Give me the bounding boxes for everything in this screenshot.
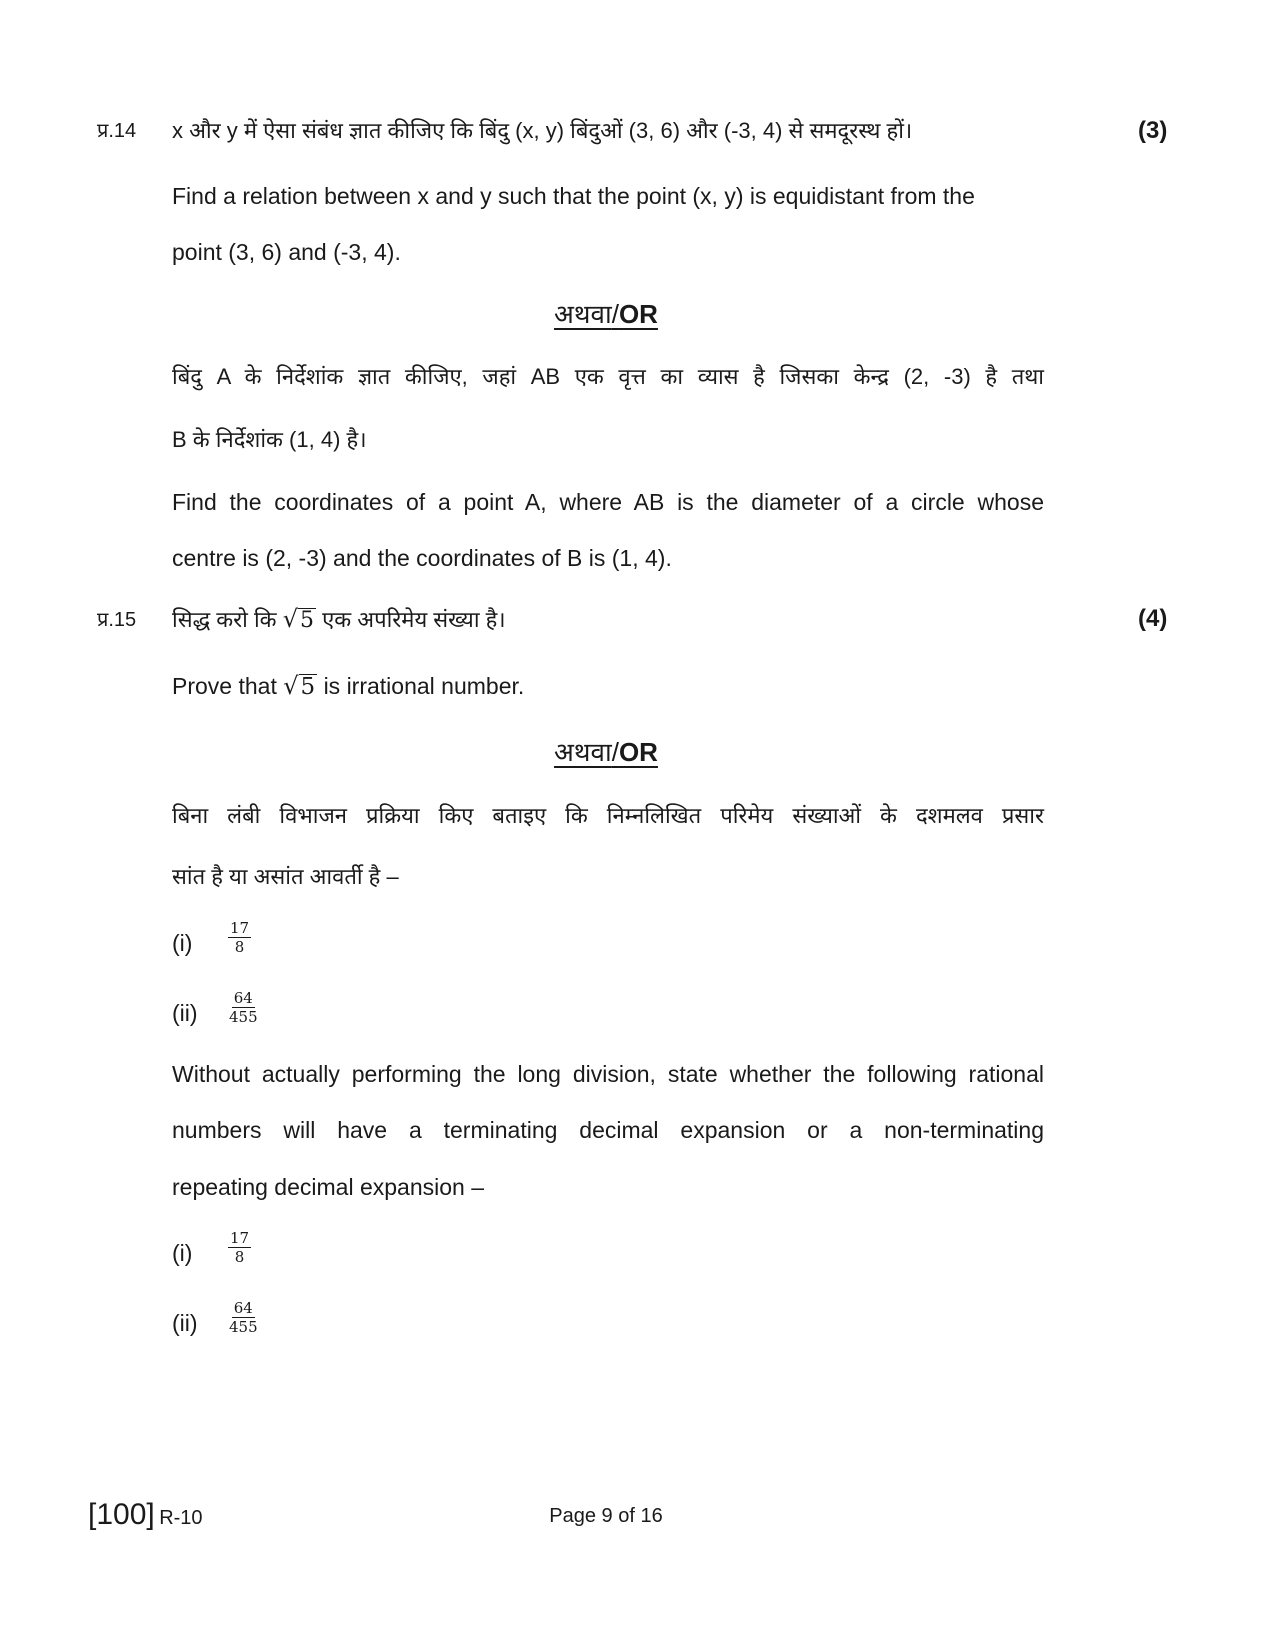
fraction-denominator: 455 xyxy=(229,1008,258,1026)
fraction-denominator: 8 xyxy=(234,1248,245,1266)
radicand: 5 xyxy=(300,674,316,700)
or-hindi: अथवा xyxy=(554,299,612,329)
q14-alt-hindi-line-2: B के निर्देशांक (1, 4) है। xyxy=(172,427,367,452)
fraction xyxy=(228,1229,251,1266)
q15-hindi-text xyxy=(172,604,506,636)
paper-code-number: [100] xyxy=(88,1498,155,1531)
q14-alt-english-line-2: centre is (2, -3) and the coordinates of B is (1, 4). xyxy=(172,545,672,571)
sqrt-5-expression xyxy=(283,671,317,702)
q14-english-line-1: Find a relation between x and y such that the point (x, y) is equidistant from the xyxy=(172,183,975,209)
radical-sign: √ xyxy=(282,605,298,633)
item-label: (i) xyxy=(172,930,193,956)
fraction-denominator: 8 xyxy=(234,938,245,956)
page-number: Page 9 of 16 xyxy=(549,1505,663,1527)
q15-or-heading xyxy=(0,736,1212,768)
fraction-numerator: 64 xyxy=(233,989,253,1007)
q14-or-heading xyxy=(0,298,1212,330)
q15-english-after: is irrational number. xyxy=(323,673,525,699)
sqrt-5-expression xyxy=(283,604,316,636)
radical-sign: √ xyxy=(283,672,299,700)
q14-marks: (3) xyxy=(1138,117,1168,144)
question-number-14: प्र.14 xyxy=(97,120,137,142)
q15-alt-hindi-line-1: बिना लंबी विभाजन प्रक्रिया किए बताइए कि निम्नलिखित परिमेय संख्याओं के दशमलव प्रसार xyxy=(172,803,1044,828)
fraction-numerator: 17 xyxy=(230,1229,250,1247)
item-label: (i) xyxy=(172,1240,193,1266)
q15-hindi-after: एक अपरिमेय संख्या है। xyxy=(322,607,506,632)
fraction-numerator: 17 xyxy=(230,919,250,937)
q14-alt-english-line-1: Find the coordinates of a point A, where AB is the diameter of a circle whose xyxy=(172,489,1044,515)
fraction-denominator: 455 xyxy=(229,1318,258,1336)
or-english: OR xyxy=(618,737,658,767)
q15-english-before: Prove that xyxy=(172,673,277,699)
q15-alt-english-line-3: repeating decimal expansion – xyxy=(172,1174,484,1200)
paper-code-series: R-10 xyxy=(159,1507,203,1529)
q15-alt-english-line-2: numbers will have a terminating decimal expansion or a non-terminating xyxy=(172,1117,1044,1143)
q14-english-line-2: point (3, 6) and (-3, 4). xyxy=(172,239,401,265)
or-english: OR xyxy=(618,299,658,329)
or-separator: / xyxy=(611,299,619,329)
fraction-numerator: 64 xyxy=(233,1299,253,1317)
question-number-15: प्र.15 xyxy=(97,609,137,631)
q15-marks: (4) xyxy=(1138,605,1168,632)
fraction xyxy=(227,1299,260,1336)
item-label: (ii) xyxy=(172,1310,198,1336)
q15-english-text xyxy=(172,671,524,702)
radicand: 5 xyxy=(299,608,314,633)
item-label: (ii) xyxy=(172,1000,198,1026)
or-separator: / xyxy=(611,737,619,767)
q15-hindi-before: सिद्ध करो कि xyxy=(172,607,277,632)
q14-alt-hindi-line-1: बिंदु A के निर्देशांक ज्ञात कीजिए, जहां AB एक वृत्त का व्यास है जिसका केन्द्र (2, -3) है तथा xyxy=(172,364,1044,389)
q14-hindi-text: x और y में ऐसा संबंध ज्ञात कीजिए कि बिंदु (x, y) बिंदुओं (3, 6) और (-3, 4) से समदूरस्थ हों। xyxy=(172,118,913,143)
q15-alt-hindi-line-2: सांत है या असांत आवर्ती है – xyxy=(172,864,399,889)
or-hindi: अथवा xyxy=(554,737,612,767)
q15-alt-english-line-1: Without actually performing the long division, state whether the following rational xyxy=(172,1061,1044,1087)
fraction xyxy=(227,989,260,1026)
fraction xyxy=(228,919,251,956)
